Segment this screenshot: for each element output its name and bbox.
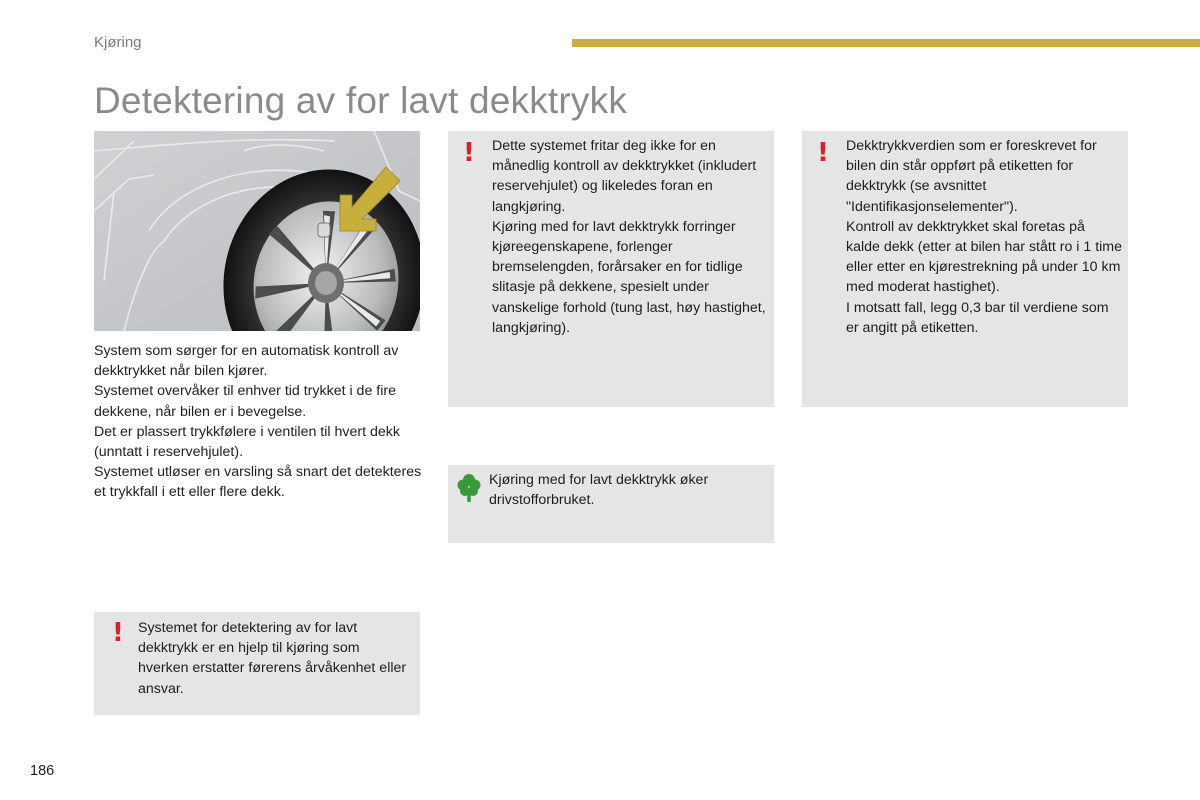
section-label: Kjøring — [94, 34, 142, 51]
header-accent-bar — [572, 39, 1200, 47]
warning-text: Dekktrykkverdien som er foreskrevet for bilen din står oppført på etiketten for dekktrykk (se avsnittet "Identifikasjonselementer"). — [846, 138, 1097, 215]
eco-note-text: Kjøring med for lavt dekktrykk øker drivstofforbruket. — [489, 472, 709, 509]
warning-text: Systemet for detektering av for lavt dekktrykk er en hjelp til kjøring som hverken erstatter førerens årvåkenhet eller ansvar. — [138, 620, 407, 697]
intro-paragraph: System som sørger for en automatisk kontroll av dekktrykket når bilen kjører. — [94, 343, 399, 380]
tyre-figure — [94, 131, 420, 331]
warning-text: Kontroll av dekktrykket skal foretas på kalde dekk (etter at bilen har stått ro i 1 time eller etter en kjørestrekning på under 10 km med moderat hastighet). — [846, 218, 1122, 296]
intro-paragraph: Det er plassert trykkfølere i ventilen til hvert dekk (unntatt i reservehjulet). — [94, 423, 400, 461]
intro-paragraph: Systemet overvåker til enhver tid trykket i de fire dekkene, når bilen er i bevegelse. — [94, 383, 396, 420]
exclamation-warning-icon: ! — [112, 618, 124, 648]
warning-text: Dette systemet fritar deg ikke for en månedlig kontroll av dekktrykket (inkludert reservehjulet) og likeledes foran en langkjøring. — [492, 138, 757, 215]
warning-box-monthly-check — [448, 131, 774, 407]
exclamation-warning-icon: ! — [817, 138, 829, 168]
warning-box-pressure-value — [802, 131, 1128, 407]
tree-eco-icon — [457, 473, 481, 503]
page-title: Detektering av for lavt dekktrykk — [94, 80, 628, 121]
intro-paragraph: Systemet utløser en varsling så snart det detekteres et trykkfall i ett eller flere dekk. — [94, 464, 422, 501]
warning-box-responsibility — [94, 612, 420, 715]
page-number: 186 — [30, 763, 55, 779]
exclamation-warning-icon: ! — [463, 138, 475, 168]
warning-text: Kjøring med for lavt dekktrykk forringer kjøreegenskapene, forlenger bremselengden, forårsaker en for tidlige slitasje på dekkene, spesielt under vanskelige forhold (tung last, høy hastighet, langkjøring). — [492, 218, 766, 336]
warning-text: I motsatt fall, legg 0,3 bar til verdiene som er angitt på etiketten. — [846, 299, 1109, 336]
eco-note-box — [448, 465, 774, 543]
intro-text — [94, 341, 424, 503]
